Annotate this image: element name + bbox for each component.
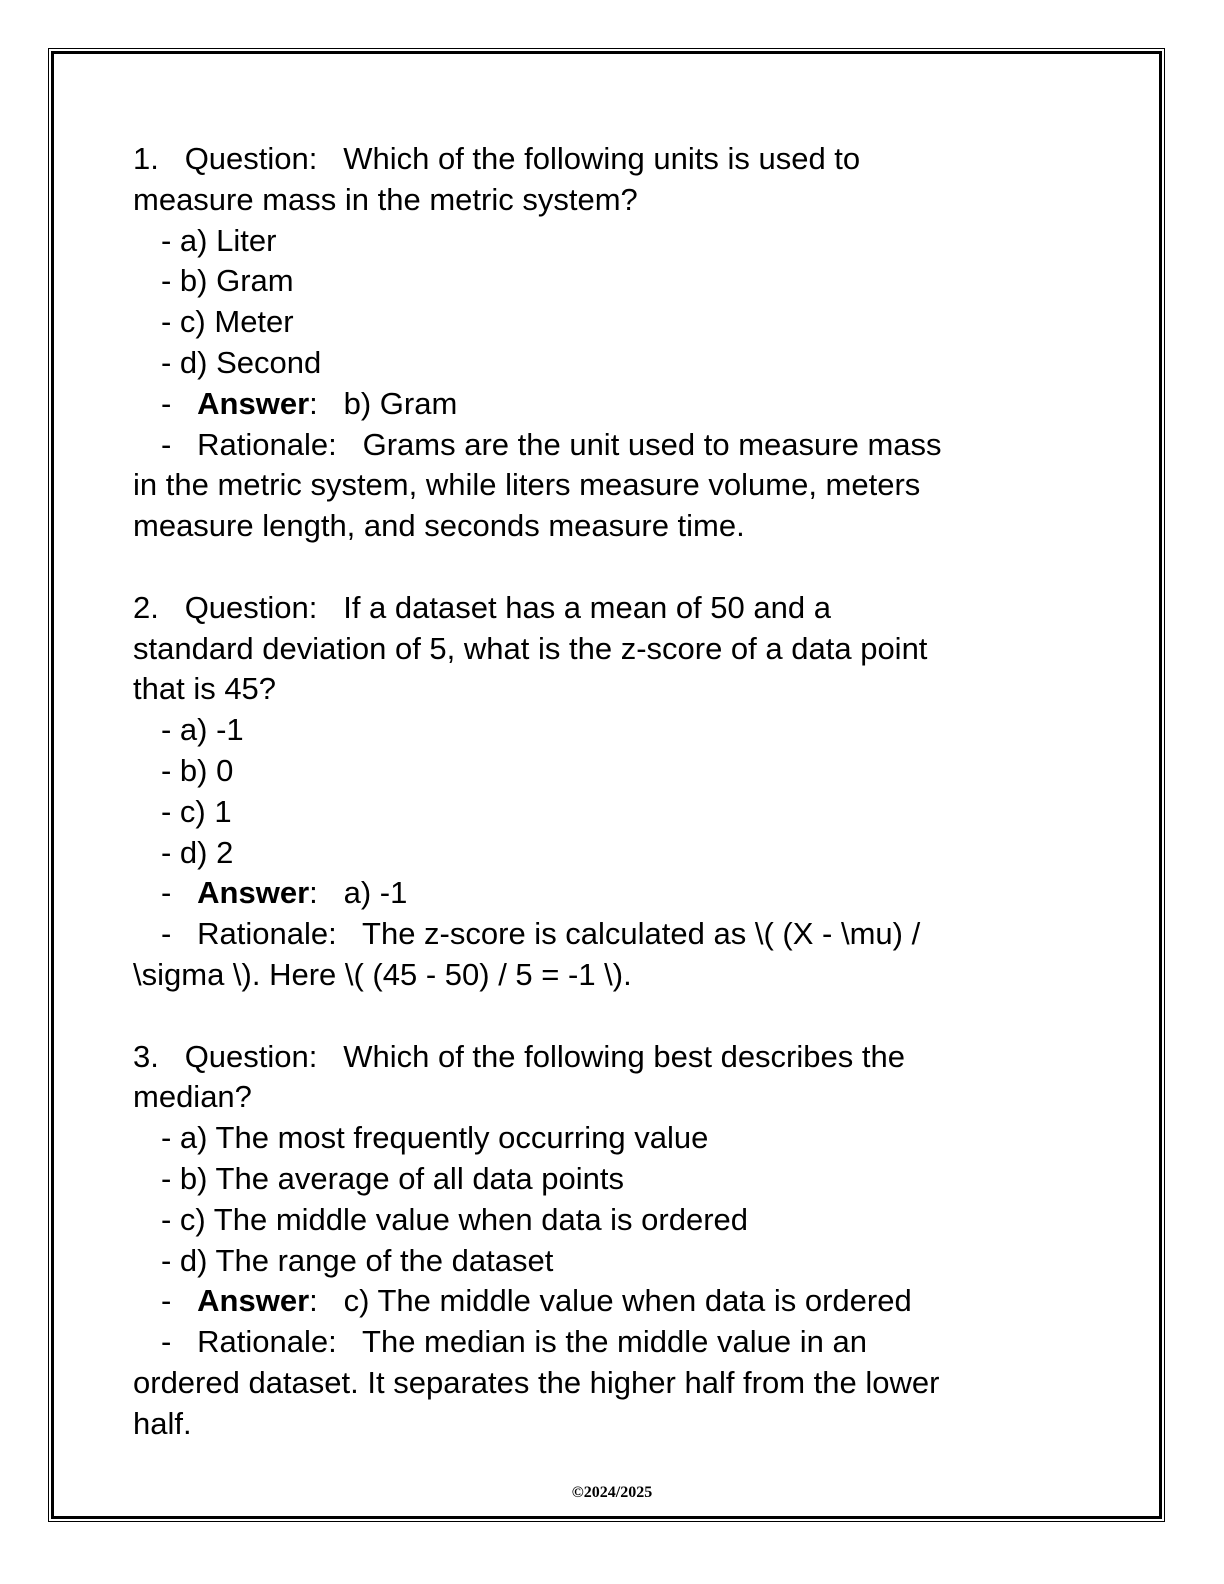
question-text: that is 45? bbox=[133, 671, 277, 707]
answer-label: Answer bbox=[197, 875, 310, 911]
answer-line: - Answer: b) Gram bbox=[161, 385, 458, 421]
rationale-text: ordered dataset. It separates the higher half from the lower bbox=[133, 1364, 940, 1400]
rationale-text: half. bbox=[133, 1405, 192, 1441]
question-2 bbox=[133, 588, 1093, 996]
question-text: measure mass in the metric system? bbox=[133, 181, 638, 217]
answer-label: Answer bbox=[197, 385, 310, 421]
rationale-text: - Rationale: Grams are the unit used to measure mass bbox=[161, 426, 942, 462]
option-c: - c) The middle value when data is ordered bbox=[161, 1201, 749, 1237]
question-text: 3. Question: Which of the following best describes the bbox=[133, 1038, 905, 1074]
option-d: - d) The range of the dataset bbox=[161, 1242, 554, 1278]
option-c: - c) Meter bbox=[161, 304, 294, 340]
option-d: - d) 2 bbox=[161, 834, 234, 870]
option-a: - a) Liter bbox=[161, 222, 277, 258]
question-text: standard deviation of 5, what is the z-score of a data point bbox=[133, 630, 928, 666]
option-b: - b) 0 bbox=[161, 752, 234, 788]
answer-value: : a) -1 bbox=[309, 875, 408, 911]
answer-value: : b) Gram bbox=[309, 385, 458, 421]
option-b: - b) Gram bbox=[161, 263, 294, 299]
option-a: - a) -1 bbox=[161, 712, 244, 748]
option-d: - d) Second bbox=[161, 344, 322, 380]
question-3 bbox=[133, 1037, 1093, 1445]
question-text: 1. Question: Which of the following units is used to bbox=[133, 141, 861, 176]
rationale-text: - Rationale: The median is the middle value in an bbox=[161, 1324, 867, 1360]
question-text: 2. Question: If a dataset has a mean of 50 and a bbox=[133, 589, 831, 625]
answer-label: Answer bbox=[197, 1283, 310, 1319]
answer-line: - Answer: c) The middle value when data is ordered bbox=[161, 1283, 912, 1319]
document-body bbox=[133, 139, 1093, 1485]
option-c: - c) 1 bbox=[161, 793, 232, 829]
question-text: median? bbox=[133, 1079, 252, 1115]
option-a: - a) The most frequently occurring value bbox=[161, 1120, 709, 1156]
answer-value: : c) The middle value when data is ordered bbox=[309, 1283, 912, 1319]
option-b: - b) The average of all data points bbox=[161, 1160, 624, 1196]
rationale-text: \sigma \). Here \( (45 - 50) / 5 = -1 \). bbox=[133, 956, 632, 992]
rationale-text: - Rationale: The z-score is calculated as \( (X - \mu) / bbox=[161, 916, 921, 952]
rationale-text: in the metric system, while liters measure volume, meters bbox=[133, 467, 921, 503]
question-1 bbox=[133, 139, 1093, 547]
answer-line: - Answer: a) -1 bbox=[161, 875, 408, 911]
copyright-footer: ©2024/2025 bbox=[571, 1484, 653, 1501]
rationale-text: measure length, and seconds measure time. bbox=[133, 508, 745, 544]
